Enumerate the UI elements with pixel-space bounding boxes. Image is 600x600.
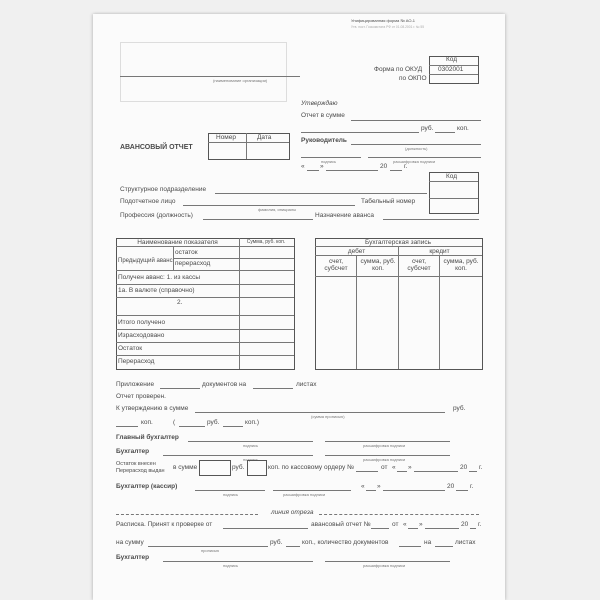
head-signature-caption: подпись [321,159,337,164]
cashier-quote-open: « [361,483,365,490]
number-label: Номер [216,134,237,141]
chief-decode-caption: расшифровка подписи [363,443,406,448]
cash-order-year-suffix: г. [479,464,483,471]
cash-order-quote-open: « [392,464,396,471]
cashier-signature-caption: подпись [223,492,239,497]
accountant2-decode-caption: расшифровка подписи [363,563,406,568]
sheets2-label: листах [455,539,476,546]
report-sum-label: Отчет в сумме [301,112,345,119]
profession-label: Профессия (должность) [120,212,193,219]
approve-rub-lower: руб. [453,405,466,412]
on-sum-rub: руб. [270,539,283,546]
fio-caption: фамилия, инициалы [258,207,297,212]
tab-number-label: Табельный номер [361,198,416,205]
approve-rub: руб. [421,125,434,132]
approval-note: Утв. пост. Госкомстата РФ от 01.08.2001 г. № 55 [351,25,425,29]
in-sum-label: в сумме [173,464,198,471]
received-cash: Получен аванс: 1. из кассы [118,274,201,281]
paren-rub: руб. [207,419,220,426]
credit-header: кредит [429,248,450,255]
org-stamp-area [120,42,287,102]
receipt-from: от [392,521,399,528]
overspend-paid-label: Перерасход выдан [116,468,165,474]
debit-header: дебет [347,248,366,255]
left-col2-header: Сумма, руб. коп. [246,239,286,245]
cash-order-from: от [381,464,388,471]
received-currency: 1а. В валюте (справочно) [118,287,195,294]
kop-docs-label: коп., количество документов [302,539,389,546]
purpose-label: Назначение аванса [315,212,374,219]
prev-advance: Предыдущий аванс [118,258,173,264]
accountant-signature-caption: подпись [243,457,259,462]
approve-heading: Утверждаю [301,100,338,107]
left-col1-header: Наименование показателя [137,239,218,246]
receipt-quote-close: » [419,521,423,528]
on-sum-label: на сумму [116,539,144,546]
org-name-line [120,76,300,77]
chief-signature-caption: подпись [243,443,259,448]
paren-kop: коп.) [245,419,260,426]
sheets-label: листах [296,381,317,388]
debit-account: счет, субсчет [324,258,348,273]
org-caption: (наименование организации) [213,78,268,83]
receipt-year-suffix: г. [478,521,482,528]
attachment-label: Приложение [116,381,155,388]
cashier-year-suffix: г. [470,483,474,490]
cash-order-quote-close: » [408,464,412,471]
debit-sum: сумма, руб. коп. [360,258,396,273]
form-sheet [93,14,505,600]
cut-line-label: линия отреза [271,509,314,516]
cashier-label: Бухгалтер (кассир) [116,483,178,490]
credit-sum: сумма, руб. коп. [443,258,479,273]
cashier-quote-close: » [377,483,381,490]
cashier-year-prefix: 20 [447,483,455,490]
words-caption: прописью [201,548,220,553]
cut-line-right [319,514,479,515]
cash-order-label: коп. по кассовому ордеру № [268,464,355,471]
advance-report-no: авансовый отчет № [311,521,371,528]
sum-rub-label: руб. [232,464,245,471]
fields-code-label: Код [446,173,458,180]
cut-line-left [116,514,258,515]
report-title: АВАНСОВЫЙ ОТЧЕТ [120,144,193,151]
remainder-paid-label: Остаток внесен [116,461,156,467]
received-2: 2. [177,299,183,306]
okud-code: 0302001 [438,66,464,73]
paren-open: ( [173,419,176,426]
head-decode-caption: расшифровка подписи [393,159,436,164]
okud-label: Форма по ОКУД [374,66,423,73]
approve-kop-lower: коп. [141,419,153,426]
on-label: на [424,539,432,546]
receipt-year-prefix: 20 [461,521,469,528]
head-label: Руководитель [301,137,347,144]
accountable-label: Подотчетное лицо [120,198,176,205]
position-caption: (должность) [405,146,428,151]
sum-rub-box [199,460,231,476]
department-label: Структурное подразделение [120,186,207,193]
approve-year-suffix: г. [404,163,408,170]
cash-order-year-prefix: 20 [460,464,468,471]
accountant-label: Бухгалтер [116,448,150,455]
documents-on-label: документов на [202,381,247,388]
receipt-quote-open: « [403,521,407,528]
approve-date-open: « [301,163,305,170]
accountant2-signature-caption: подпись [223,563,239,568]
to-approve-label: К утверждению в сумме [116,405,189,412]
overspend: Перерасход [118,358,155,365]
report-checked-label: Отчет проверен. [116,393,166,400]
approve-year-prefix: 20 [380,163,388,170]
date-label: Дата [257,134,272,141]
receipt-label: Расписка. Принят к проверке от [116,521,213,528]
prev-overspend: перерасход [175,260,211,267]
chief-accountant-label: Главный бухгалтер [116,434,179,441]
code-header: Код [446,56,458,63]
approve-date-close: » [320,163,324,170]
cashier-decode-caption: расшифровка подписи [283,492,326,497]
sum-kop-box [247,460,267,476]
accountant-decode-caption: расшифровка подписи [363,457,406,462]
approve-kop: коп. [457,125,469,132]
unified-form-label: Унифицированная форма № АО-1 [351,18,416,23]
credit-account: счет, субсчет [407,258,431,273]
spent: Израсходовано [118,332,165,339]
remainder: Остаток [118,345,143,352]
total-received: Итого получено [118,319,166,326]
accountant2-label: Бухгалтер [116,554,150,561]
sum-words-caption: (сумма прописью) [311,414,345,419]
prev-remainder: остаток [175,249,198,256]
right-table-header: Бухгалтерская запись [365,239,431,246]
okpo-label: по ОКПО [399,75,427,82]
